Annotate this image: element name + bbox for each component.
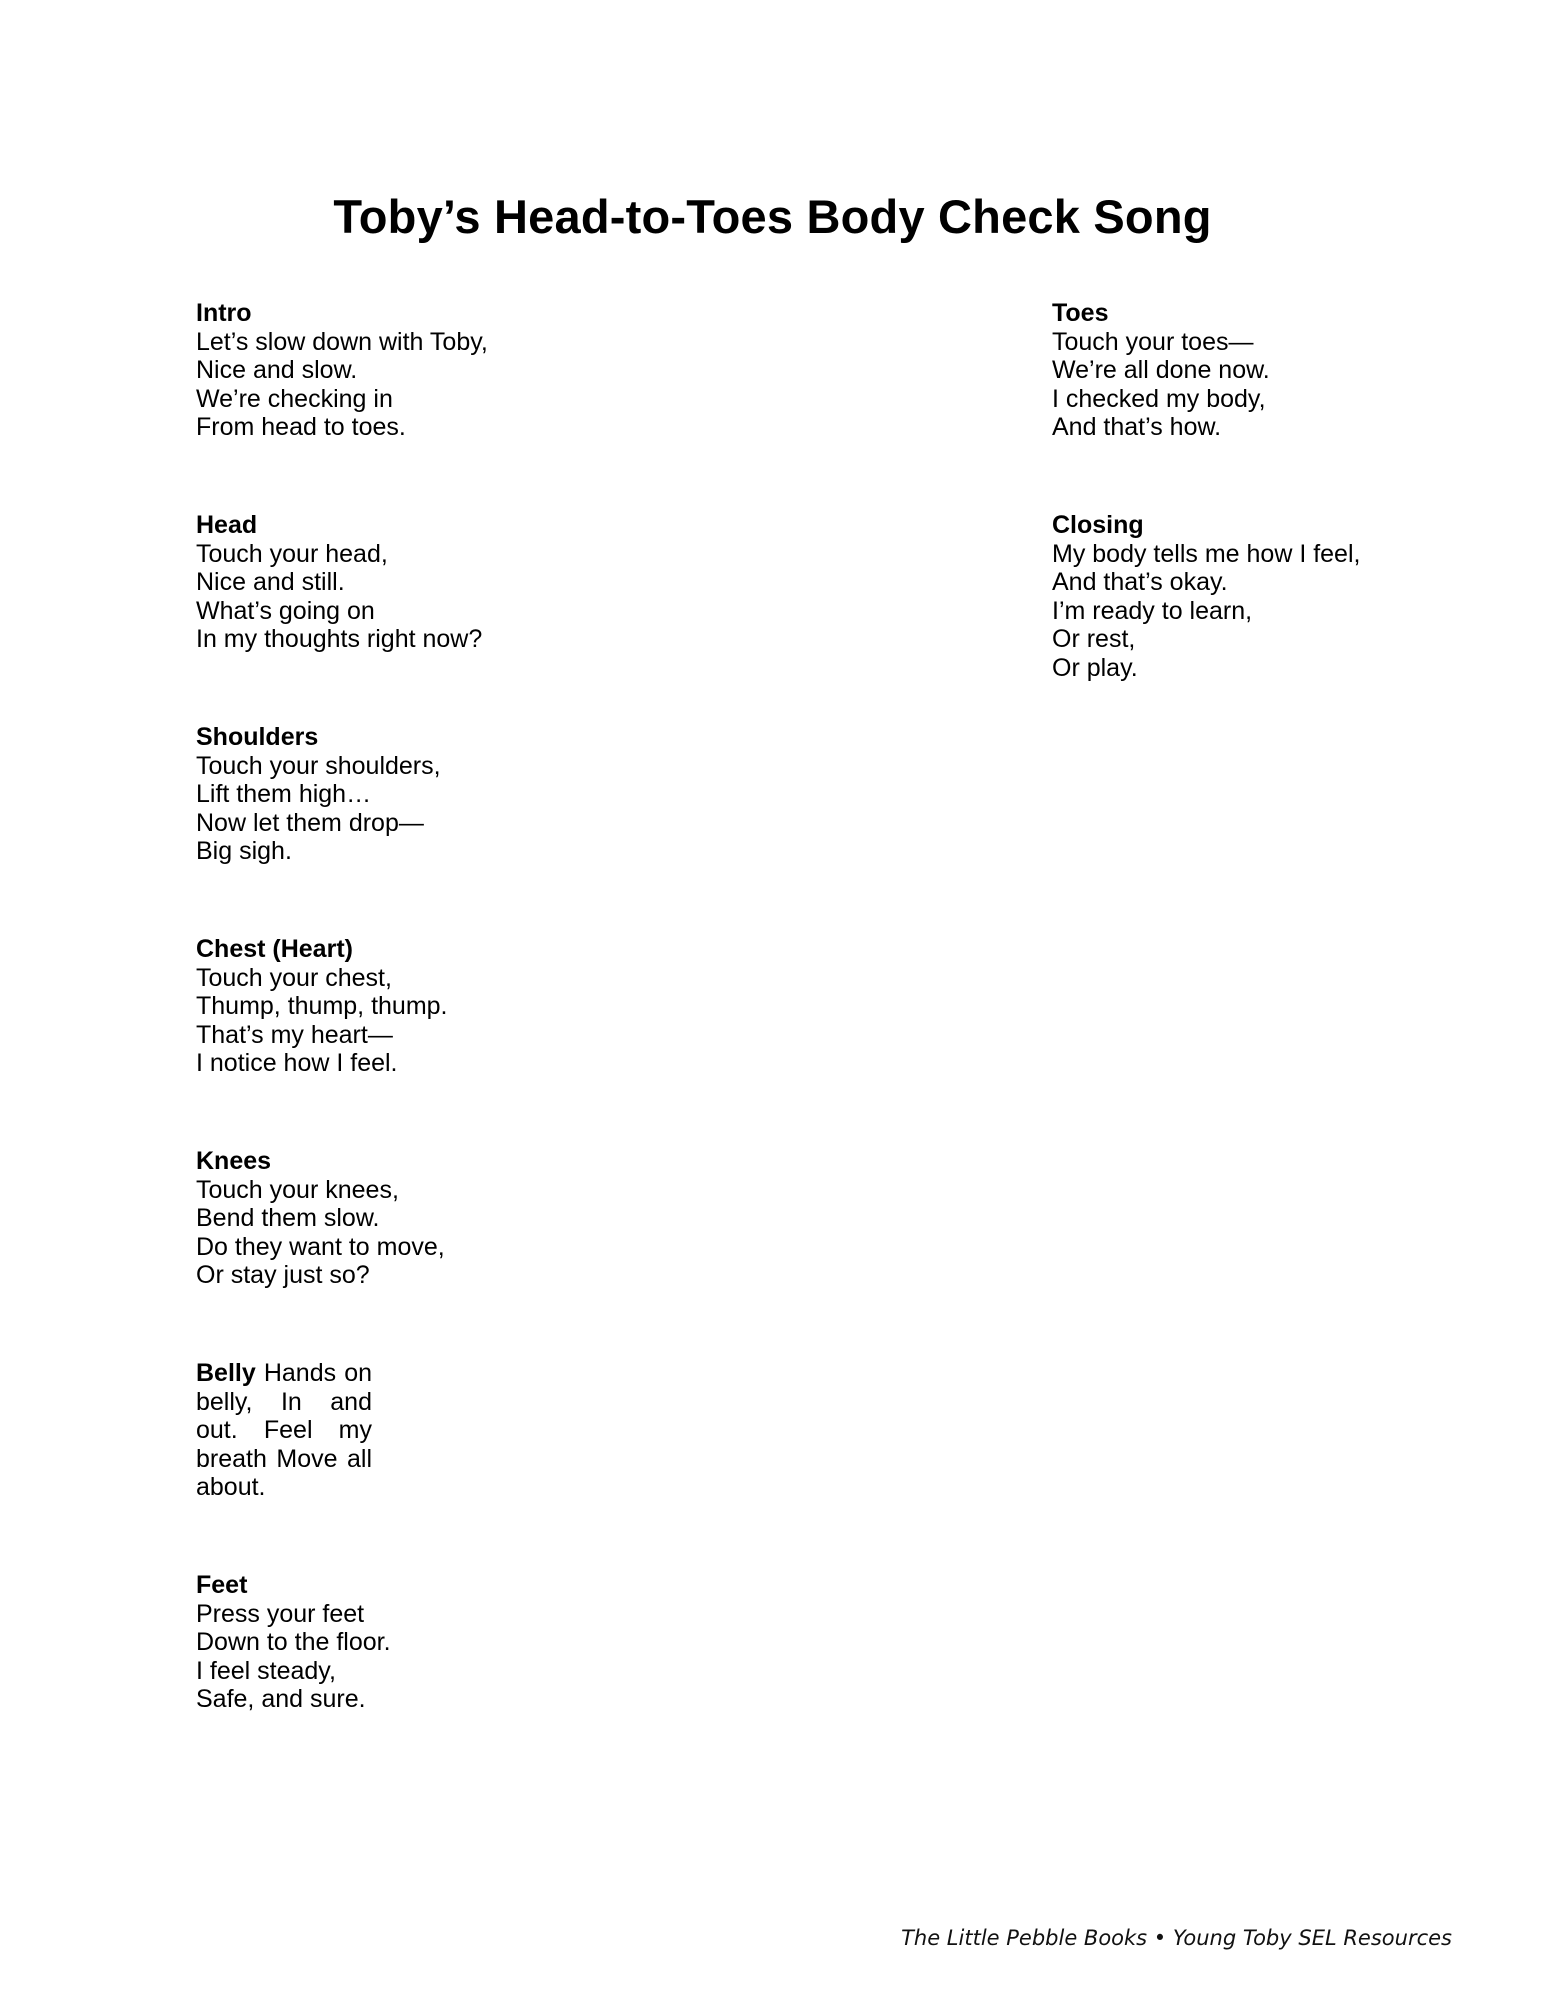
verse-toes (1052, 299, 1472, 511)
verse-line: In my thoughts right now? (196, 625, 483, 653)
verse-line: Feel my breath (196, 1416, 372, 1473)
verse-line: Touch your knees, (196, 1175, 399, 1204)
verse-line: Or play. (1052, 653, 1138, 682)
verse-heading: Feet (196, 1571, 248, 1599)
verse-line: And that’s okay. (1052, 568, 1228, 596)
verse-heading: Head (196, 511, 258, 539)
verse-line: Bend them slow. (196, 1204, 380, 1232)
verse-line: Safe, and sure. (196, 1685, 366, 1713)
verse-heading: Intro (196, 299, 252, 327)
verse-line: Or rest, (1052, 625, 1136, 653)
verse-line: I’m ready to learn, (1052, 596, 1253, 625)
verse-line: Touch your toes— (1052, 327, 1254, 356)
verse-line: Move all about. (196, 1444, 372, 1501)
right-column (1052, 299, 1472, 723)
verse-line: Let’s slow down with Toby, (196, 327, 488, 356)
verse-heading: Closing (1052, 511, 1144, 539)
verse-heading: Shoulders (196, 723, 319, 751)
verse-line: I feel steady, (196, 1656, 336, 1685)
left-column (196, 299, 716, 1783)
verse-line: Or stay just so? (196, 1261, 370, 1289)
verse-line: Thump, thump, thump. (196, 992, 448, 1020)
verse-intro (196, 299, 716, 511)
verse-chest (196, 935, 716, 1147)
verse-line: Nice and slow. (196, 356, 358, 384)
verse-heading: Belly (196, 1359, 264, 1387)
verse-line: What’s going on (196, 596, 375, 625)
verse-line: Nice and still. (196, 568, 345, 596)
verse-belly (196, 1359, 716, 1571)
page-title: Toby’s Head-to-Toes Body Check Song (333, 190, 1212, 243)
verse-line: In and out. (196, 1387, 372, 1444)
verse-line: Press your feet (196, 1599, 365, 1628)
belly-paragraph (196, 1359, 372, 1502)
verse-line: I checked my body, (1052, 384, 1266, 413)
verse-line: My body tells me how I feel, (1052, 539, 1361, 568)
verse-line: Hands on belly, (196, 1359, 372, 1416)
verse-heading: Chest (Heart) (196, 935, 353, 963)
verse-line: And that’s how. (1052, 413, 1222, 441)
verse-line: Touch your chest, (196, 963, 392, 992)
verse-line: We’re all done now. (1052, 356, 1270, 384)
verse-head (196, 511, 716, 723)
verse-line: Touch your head, (196, 539, 388, 568)
verse-line: That’s my heart— (196, 1020, 393, 1049)
verse-line: Do they want to move, (196, 1232, 445, 1261)
verse-heading: Knees (196, 1147, 272, 1175)
verse-line: Lift them high… (196, 780, 372, 808)
verse-feet (196, 1571, 716, 1783)
verse-heading: Toes (1052, 299, 1109, 327)
verse-closing (1052, 511, 1472, 723)
verse-line: Big sigh. (196, 837, 292, 865)
verse-knees (196, 1147, 716, 1359)
verse-line: Touch your shoulders, (196, 751, 441, 780)
page-footer: The Little Pebble Books • Young Toby SEL Resources (901, 1926, 1452, 1950)
verse-line: Now let them drop— (196, 808, 424, 837)
verse-shoulders (196, 723, 716, 935)
verse-line: I notice how I feel. (196, 1049, 398, 1077)
verse-line: From head to toes. (196, 413, 406, 441)
verse-line: We’re checking in (196, 384, 393, 413)
verse-line: Down to the floor. (196, 1628, 391, 1656)
